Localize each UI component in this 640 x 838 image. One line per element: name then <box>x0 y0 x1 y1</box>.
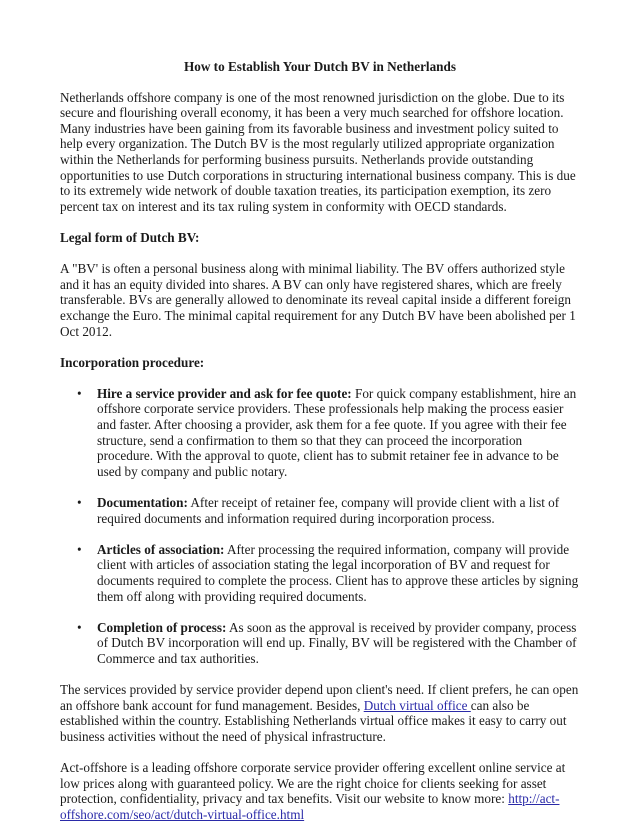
services-text-after: can also be established within the country. Establishing Netherlands virtual office makes it easy to carry out business activities without the need of physical infrastructure. <box>60 697 567 744</box>
step-text: After processing the required information, company will provide client with articles of association stating the legal incorporation of BV and request for documents required to complete the process. Client has to approve these articles by signing them off along with providing required documents. <box>97 541 579 604</box>
intro-paragraph: Netherlands offshore company is one of the most renowned jurisdiction on the globe. Due to its secure and flourishing overall economy, it has been a very much searched for offshore location. Many industries have been gaining from its favorable business and investment policy suited to help every organization. The Dutch BV is the most regularly utilized appropriate organization within the Netherlands for performing business pursuits. Netherlands provide outstanding opportunities to use Dutch corporations in structuring international business company. This is due to its extremely wide network of double taxation treaties, its participation exemption, its zero percent tax on interest and its tax ruling system in conformity with OECD standards. <box>60 89 576 214</box>
bullet-icon: • <box>77 541 82 557</box>
bullet-icon: • <box>77 385 82 401</box>
legal-form-paragraph: A "BV' is often a personal business along with minimal liability. The BV offers authorized style and it has an equity divided into shares. A BV can only have registered shares, which are freely transferable. BVs are generally allowed to denominate its reveal capital inside a different foreign exchange the Euro. The minimal capital requirement for any Dutch BV have been abolished per 1 Oct 2012. <box>60 261 576 339</box>
step-label: Completion of process: <box>97 619 227 635</box>
step-text: After receipt of retainer fee, company will provide client with a list of required documents and information required during incorporation process. <box>97 495 560 526</box>
step-label: Articles of association: <box>97 541 225 557</box>
step-text: As soon as the approval is received by provider company, process of Dutch BV incorporation will end up. Finally, BV will be registered with the Chamber of Commerce and tax authorities. <box>97 619 577 666</box>
step-text: For quick company establishment, hire an offshore corporate service providers. These professionals help making the process easier and faster. After choosing a provider, ask them for a fee quote. If you agree with their fee structure, send a confirmation to them so that they can proceed the incorporation procedure. With the approval to quote, client has to submit retainer fee in advance to be used by company and public notary. <box>97 385 577 479</box>
bullet-icon: • <box>77 495 82 511</box>
incorporation-heading: Incorporation procedure: <box>60 354 205 370</box>
bullet-icon: • <box>77 619 82 635</box>
step-label: Hire a service provider and ask for fee quote: <box>97 385 352 401</box>
document-page <box>60 59 580 838</box>
services-text-before: The services provided by service provider depend upon client's need. If client prefers, he can open an offshore bank account for fund management. Besides, <box>60 682 579 713</box>
list-item <box>60 542 580 604</box>
list-item <box>60 495 580 526</box>
procedure-list <box>60 386 580 667</box>
dutch-virtual-office-link[interactable]: Dutch virtual office <box>363 697 471 713</box>
document-title: How to Establish Your Dutch BV in Netherlands <box>184 59 456 74</box>
website-link[interactable]: http://act-offshore.com/seo/act/dutch-virtual-office.html <box>60 791 560 822</box>
services-paragraph <box>60 682 580 744</box>
step-label: Documentation: <box>97 495 188 511</box>
list-item <box>60 620 580 667</box>
legal-form-heading: Legal form of Dutch BV: <box>60 229 200 245</box>
closing-paragraph <box>60 760 580 822</box>
closing-text: Act-offshore is a leading offshore corporate service provider offering excellent online service at low prices along with guaranteed policy. We are the right choice for clients seeking for asset protection, confidentiality, privacy and tax benefits. Visit our website to know more: <box>60 760 566 807</box>
list-item <box>60 386 580 480</box>
